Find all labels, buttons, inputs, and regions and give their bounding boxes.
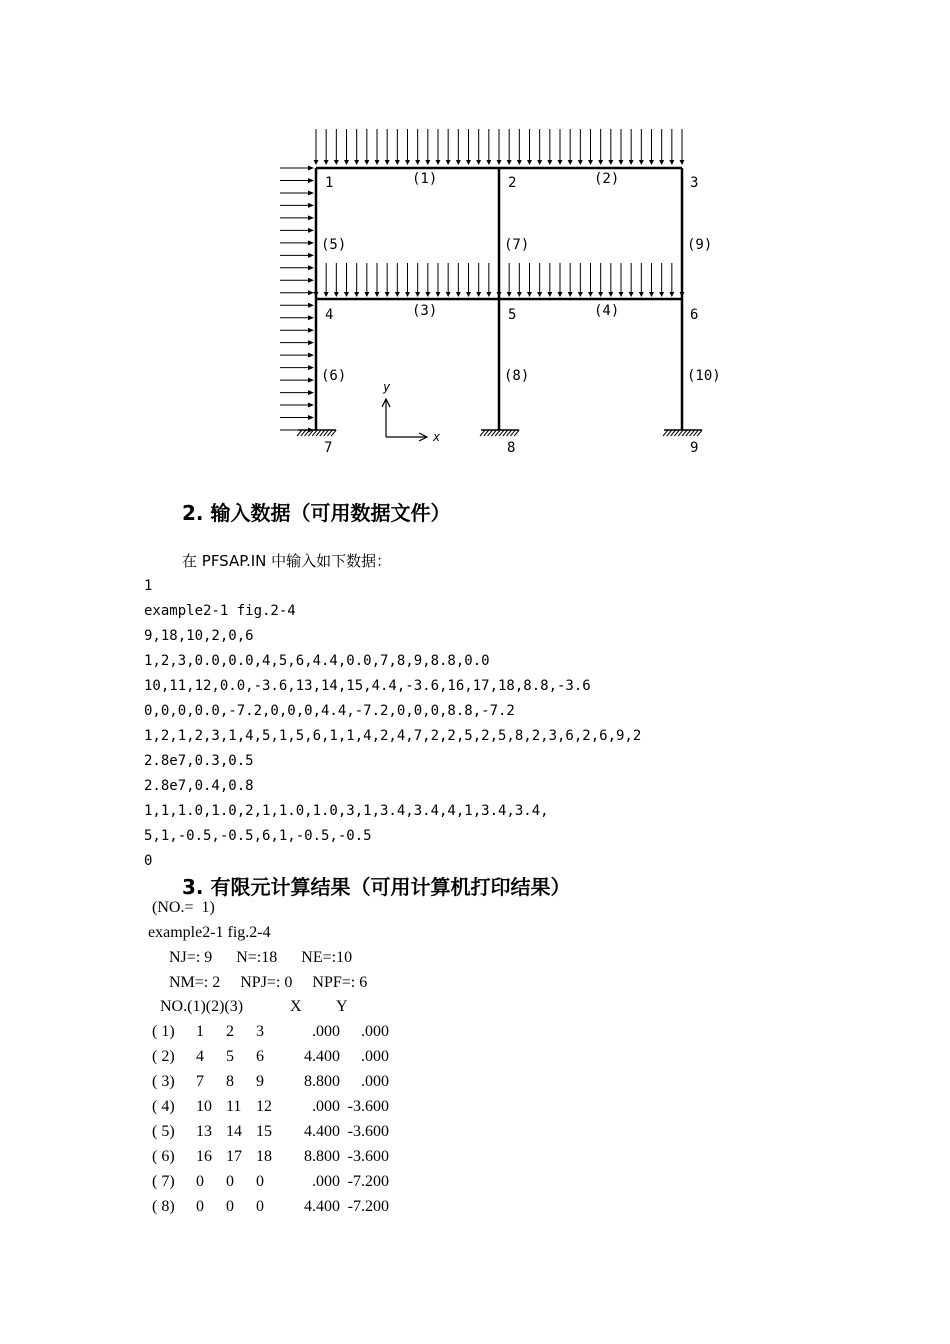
cell-y: .000 [361,1073,389,1090]
load-arrowhead [425,292,430,297]
load-arrowhead [344,292,349,297]
cell-c3: 3 [256,1023,264,1040]
load-arrowhead [308,378,314,383]
load-arrowhead [537,292,542,297]
input-line: 1 [144,578,153,594]
cell-no: ( 5) [152,1123,175,1140]
load-arrowhead [395,160,400,165]
intro-text: 在 PFSAP.IN 中输入如下数据： [182,552,392,570]
load-arrowhead [364,160,369,165]
load-arrowhead [334,292,339,297]
node-label: 3 [690,175,699,191]
cell-no: ( 4) [152,1098,175,1115]
load-arrowhead [375,292,380,297]
load-arrowhead [308,278,314,283]
load-arrowhead [308,190,314,195]
load-arrowhead [334,160,339,165]
cell-x: 4.400 [304,1048,340,1065]
cell-c3: 0 [256,1198,264,1215]
header-y: Y [336,998,348,1015]
cell-no: ( 7) [152,1173,175,1190]
load-arrowhead [517,160,522,165]
load-arrowhead [308,353,314,358]
cell-no: ( 3) [152,1073,175,1090]
cell-c1: 0 [196,1173,204,1190]
load-arrowhead [578,160,583,165]
load-arrowhead [598,160,603,165]
table-row [152,1173,452,1193]
input-line: 2.8e7,0.3,0.5 [144,753,254,769]
element-label: (2) [594,171,620,187]
load-arrowhead [308,390,314,395]
load-arrowhead [558,160,563,165]
load-arrowhead [527,292,532,297]
node-label: 5 [508,307,517,323]
element-label: (6) [321,368,347,384]
load-arrowhead [608,292,613,297]
load-arrowhead [537,160,542,165]
load-arrowhead [547,160,552,165]
load-arrowhead [680,160,685,165]
load-arrowhead [629,160,634,165]
load-arrowhead [547,292,552,297]
table-row [152,1023,452,1043]
node-label: 9 [690,440,699,456]
input-line: 1,1,1.0,1.0,2,1,1.0,1.0,3,1,3.4,3.4,4,1,3.4,3.4, [144,803,549,819]
load-arrowhead [375,160,380,165]
cell-y: .000 [361,1048,389,1065]
lateral-load-left [280,166,314,433]
load-arrowhead [517,292,522,297]
cell-x: .000 [312,1023,340,1040]
results-table-header [152,998,452,1018]
load-arrowhead [415,160,420,165]
cell-c3: 15 [256,1123,272,1140]
cell-c3: 9 [256,1073,264,1090]
cell-c1: 10 [196,1098,212,1115]
load-arrowhead [588,160,593,165]
element-label: (8) [504,368,530,384]
cell-c1: 16 [196,1148,212,1165]
element-label: (9) [687,237,713,253]
load-arrowhead [649,292,654,297]
load-arrowhead [308,265,314,270]
node-label: 4 [325,307,334,323]
load-arrowhead [497,160,502,165]
input-line: 9,18,10,2,0,6 [144,628,254,644]
load-arrowhead [324,292,329,297]
table-row [152,1198,452,1218]
load-arrowhead [578,292,583,297]
cell-c2: 11 [226,1098,242,1115]
load-arrowhead [308,228,314,233]
cell-c1: 4 [196,1048,204,1065]
header-x: X [290,998,302,1015]
load-arrowhead [308,315,314,320]
fixed-supports [297,430,702,436]
load-arrowhead [314,160,319,165]
load-arrowhead [588,292,593,297]
load-arrowhead [308,415,314,420]
load-arrowhead [324,160,329,165]
axis-indicator [382,399,427,441]
frame-members [316,168,682,430]
load-arrowhead [659,292,664,297]
cell-c1: 0 [196,1198,204,1215]
load-arrowhead [308,215,314,220]
load-arrowhead [308,203,314,208]
section-2-title: 2. 输入数据（可用数据文件） [182,501,451,525]
load-arrowhead [598,292,603,297]
cell-y: -7.200 [347,1198,389,1215]
cell-c2: 2 [226,1023,234,1040]
load-arrowhead [425,160,430,165]
load-arrowhead [308,253,314,258]
load-arrowhead [308,328,314,333]
load-arrowhead [466,160,471,165]
cell-no: ( 6) [152,1148,175,1165]
load-arrowhead [308,240,314,245]
load-arrowhead [558,292,563,297]
distributed-load-top [314,129,685,165]
load-arrowhead [308,166,314,171]
input-line: 1,2,1,2,3,1,4,5,1,5,6,1,1,4,2,4,7,2,2,5,2,5,8,2,3,6,2,6,9,2 [144,728,642,744]
cell-y: -3.600 [347,1098,389,1115]
load-arrowhead [354,160,359,165]
load-arrowhead [405,292,410,297]
load-arrowhead [308,365,314,370]
results-params-1: NJ=: 9 N=:18 NE=:10 [169,949,353,966]
y-axis-label: y [383,380,391,394]
element-label: (3) [412,303,438,319]
cell-y: -3.600 [347,1148,389,1165]
cell-c1: 7 [196,1073,204,1090]
input-line: 2.8e7,0.4,0.8 [144,778,254,794]
cell-c3: 6 [256,1048,264,1065]
load-arrowhead [639,292,644,297]
cell-c2: 8 [226,1073,234,1090]
element-label: (4) [594,303,620,319]
cell-c1: 1 [196,1023,204,1040]
cell-c2: 0 [226,1198,234,1215]
load-arrowhead [568,292,573,297]
node-label: 2 [508,175,517,191]
input-line: 10,11,12,0.0,-3.6,13,14,15,4.4,-3.6,16,17,18,8.8,-3.6 [144,678,591,694]
load-arrowhead [308,303,314,308]
load-arrowhead [354,292,359,297]
element-label: (7) [504,237,530,253]
load-arrowhead [446,292,451,297]
load-arrowhead [669,160,674,165]
load-arrowhead [476,292,481,297]
x-axis-label: x [433,430,441,444]
load-arrowhead [308,178,314,183]
node-label: 6 [690,307,699,323]
cell-c3: 0 [256,1173,264,1190]
load-arrowhead [308,340,314,345]
element-label: (1) [412,171,438,187]
table-row [152,1098,452,1118]
table-row [152,1073,452,1093]
load-arrowhead [405,160,410,165]
cell-c2: 5 [226,1048,234,1065]
element-label: (5) [321,237,347,253]
load-arrowhead [466,292,471,297]
cell-c1: 13 [196,1123,212,1140]
load-arrowhead [619,160,624,165]
load-arrowhead [639,160,644,165]
element-label: (10) [687,368,721,384]
load-arrowhead [669,292,674,297]
cell-x: 4.400 [304,1123,340,1140]
load-arrowhead [364,292,369,297]
cell-y: .000 [361,1023,389,1040]
cell-c2: 0 [226,1173,234,1190]
load-arrowhead [456,160,461,165]
load-arrowhead [395,292,400,297]
node-label: 1 [325,175,334,191]
input-line: 0 [144,853,153,869]
load-arrowhead [659,160,664,165]
cell-x: 8.800 [304,1073,340,1090]
cell-c2: 17 [226,1148,242,1165]
cell-x: 8.800 [304,1148,340,1165]
input-line: example2-1 fig.2-4 [144,603,296,619]
cell-no: ( 1) [152,1023,175,1040]
node-label: 8 [507,440,516,456]
load-arrowhead [446,160,451,165]
cell-no: ( 2) [152,1048,175,1065]
load-arrowhead [385,292,390,297]
section-3-title: 3. 有限元计算结果（可用计算机打印结果） [182,875,571,899]
table-row [152,1048,452,1068]
load-arrowhead [507,160,512,165]
load-arrowhead [436,292,441,297]
results-example: example2-1 fig.2-4 [148,924,271,941]
load-arrowhead [619,292,624,297]
cell-c2: 14 [226,1123,242,1140]
input-line: 1,2,3,0.0,0.0,4,5,6,4.4,0.0,7,8,9,8.8,0.0 [144,653,490,669]
cell-no: ( 8) [152,1198,175,1215]
cell-x: 4.400 [304,1198,340,1215]
cell-c3: 12 [256,1098,272,1115]
load-arrowhead [527,160,532,165]
load-arrowhead [385,160,390,165]
load-arrowhead [476,160,481,165]
load-arrowhead [436,160,441,165]
node-label: 7 [324,440,333,456]
load-arrowhead [649,160,654,165]
load-arrowhead [486,292,491,297]
load-arrowhead [608,160,613,165]
load-arrowhead [344,160,349,165]
input-line: 0,0,0,0.0,-7.2,0,0,0,4.4,-7.2,0,0,0,8.8,-7.2 [144,703,515,719]
frame-structure-figure [276,125,726,460]
load-arrowhead [456,292,461,297]
cell-y: -3.600 [347,1123,389,1140]
cell-x: .000 [312,1098,340,1115]
table-row [152,1123,452,1143]
load-arrowhead [486,160,491,165]
table-row [152,1148,452,1168]
results-params-2: NM=: 2 NPJ=: 0 NPF=: 6 [169,974,368,991]
results-no-line: (NO.= 1) [152,899,215,916]
load-arrowhead [507,292,512,297]
load-arrowhead [415,292,420,297]
load-arrowhead [629,292,634,297]
cell-x: .000 [312,1173,340,1190]
load-arrowhead [308,403,314,408]
load-arrowhead [568,160,573,165]
cell-c3: 18 [256,1148,272,1165]
header-no: NO.(1)(2)(3) [160,998,244,1015]
load-arrowhead [308,290,314,295]
input-line: 5,1,-0.5,-0.5,6,1,-0.5,-0.5 [144,828,372,844]
cell-y: -7.200 [347,1173,389,1190]
